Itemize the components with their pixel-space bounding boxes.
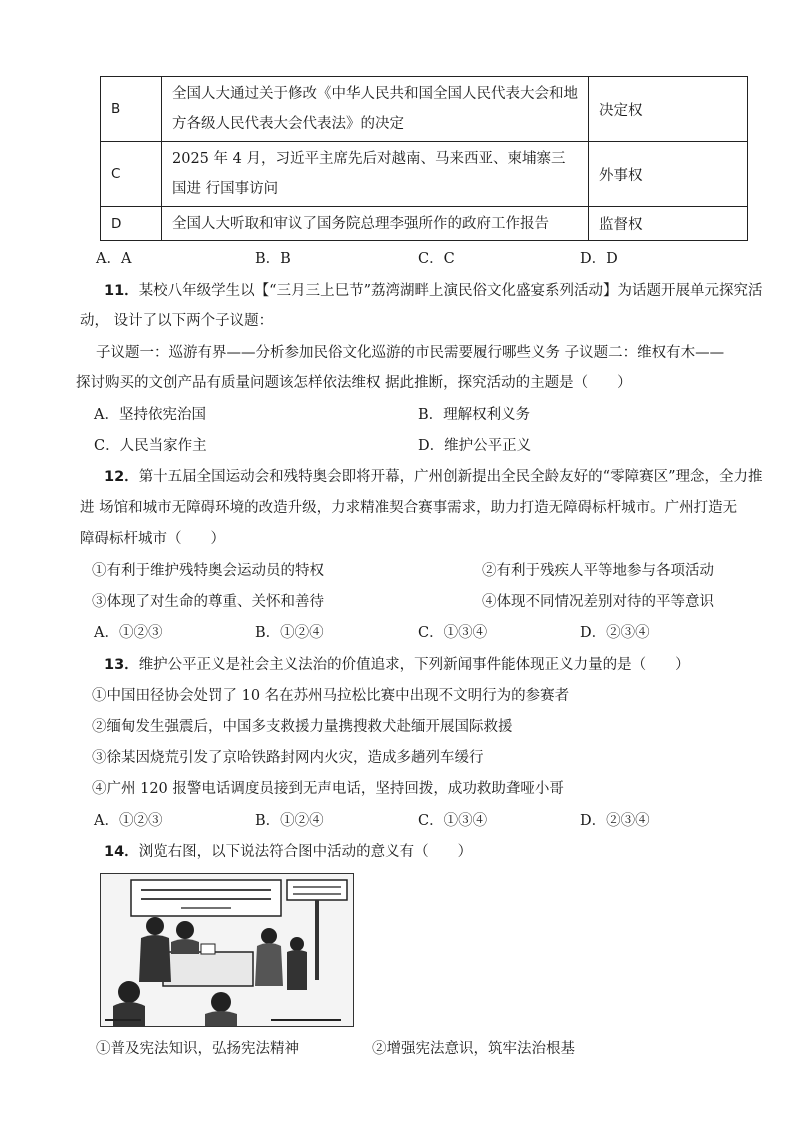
row-letter: C [101,142,162,207]
q13-option-2: ②缅甸发生强震后，中国多支救援力量携搜救犬赴缅开展国际救援 [92,719,513,735]
q11-choice-a: A．坚持依宪治国 [94,407,206,423]
row-content: 全国人大听取和审议了国务院总理李强所作的政府工作报告 [162,207,589,241]
q11-choice-c: C．人民当家作主 [94,438,207,454]
table-row [101,207,748,241]
q14-option-2: ②增强宪法意识，筑牢法治根基 [372,1041,575,1057]
q10-choice-c: C．C [418,251,455,267]
q13-choice-a: A．①②③ [94,813,163,829]
q12-option-3: ③体现了对生命的尊重、关怀和善待 [92,594,324,610]
q10-choice-b: B．B [255,251,291,267]
q11-stem-line-2: 动， 设计了以下两个子议题： [80,313,274,329]
row-letter: D [101,207,162,241]
q12-stem-line-2: 进 场馆和城市无障碍环境的改造升级，力求精准契合赛事需求，助力打造无障碍标杆城市。广州打造无 [80,500,738,516]
cartoon-figure [100,873,354,1027]
q12-option-1: ①有利于维护残特奥会运动员的特权 [92,563,324,579]
q11-stem-line-3: 子议题一：巡游有界——分析参加民俗文化巡游的市民需要履行哪些义务 子议题二：维权有木—— [96,345,725,361]
question-number: 12． [104,469,139,485]
q12-stem-line-3: 障碍标杆城市（ ） [80,531,225,547]
question-number: 14． [104,844,139,860]
cartoon-illustration [101,874,353,1026]
q11-choice-d: D．维护公平正义 [418,438,532,454]
q12-choice-d: D．②③④ [580,625,650,641]
q12-stem-line-1: 12．第十五届全国运动会和残特奥会即将开幕，广州创新提出全民全龄友好的“零障赛区”理念，全力推 [104,469,763,485]
q13-stem-line-1: 13．维护公平正义是社会主义法治的价值追求，下列新闻事件能体现正义力量的是（ ） [104,657,690,673]
q13-option-3: ③徐某因烧荒引发了京哈铁路封网内火灾，造成多趟列车缓行 [92,750,484,766]
row-power: 监督权 [589,207,748,241]
q13-choice-b: B．①②④ [255,813,324,829]
q13-choice-c: C．①③④ [418,813,488,829]
row-content: 全国人大通过关于修改《中华人民共和国全国人民代表大会和地方各级人民代表大会代表法》的决定 [162,77,589,142]
row-power: 决定权 [589,77,748,142]
question-number: 13． [104,657,139,673]
q14-stem-line-1: 14．浏览右图，以下说法符合图中活动的意义有（ ） [104,844,473,860]
q11-stem-line-1: 11．某校八年级学生以【“三月三上巳节”荔湾湖畔上演民俗文化盛宴系列活动】为话题开展单元探究活 [104,283,763,299]
q10-choice-d: D．D [580,251,618,267]
q11-choice-b: B．理解权利义务 [418,407,531,423]
row-letter: B [101,77,162,142]
row-power: 外事权 [589,142,748,207]
q11-stem-line-4: 探讨购买的文创产品有质量问题该怎样依法维权 据此推断，探究活动的主题是（ ） [76,375,632,391]
question-number: 11． [104,283,139,299]
q13-option-4: ④广州 120 报警电话调度员接到无声电话，坚持回拨，成功救助聋哑小哥 [92,781,564,797]
options-table [100,76,748,241]
q12-choice-a: A．①②③ [94,625,163,641]
q12-choice-c: C．①③④ [418,625,488,641]
q10-choice-a: A．A [96,251,132,267]
q13-option-1: ①中国田径协会处罚了 10 名在苏州马拉松比赛中出现不文明行为的参赛者 [92,688,570,704]
table-row [101,142,748,207]
q12-option-4: ④体现不同情况差别对待的平等意识 [482,594,714,610]
row-content: 2025 年 4 月，习近平主席先后对越南、马来西亚、柬埔寨三国进 行国事访问 [162,142,589,207]
q12-option-2: ②有利于残疾人平等地参与各项活动 [482,563,714,579]
table-row [101,77,748,142]
q14-option-1: ①普及宪法知识，弘扬宪法精神 [96,1041,299,1057]
q12-choice-b: B．①②④ [255,625,324,641]
q13-choice-d: D．②③④ [580,813,650,829]
